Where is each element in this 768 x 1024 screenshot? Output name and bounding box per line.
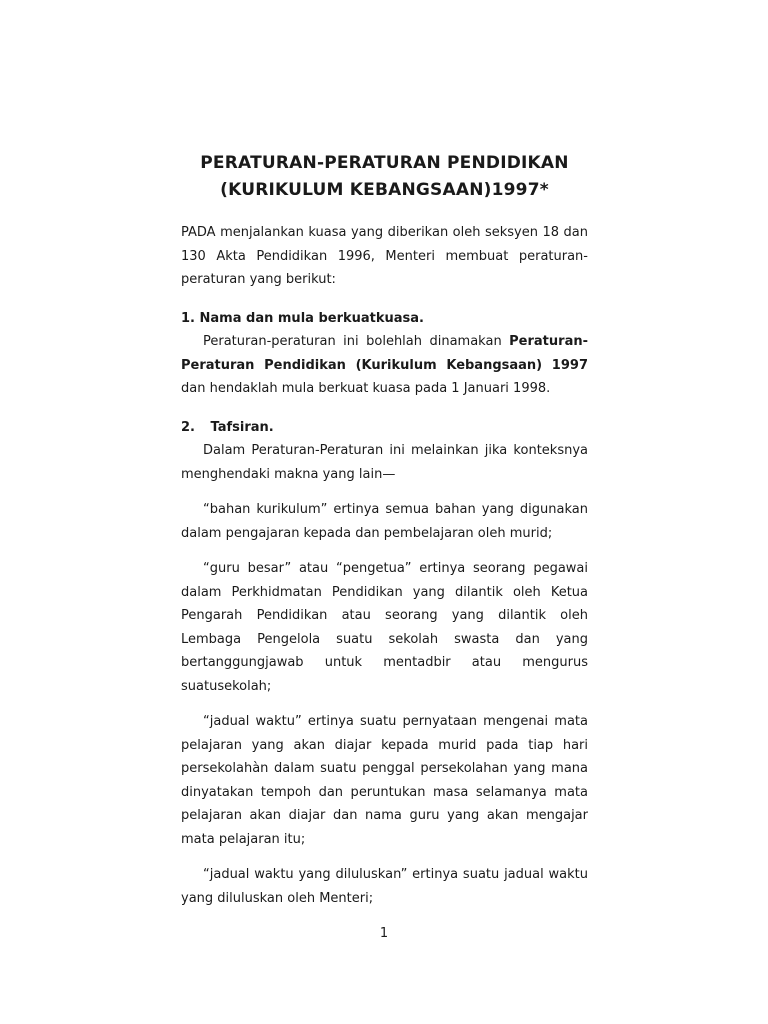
definition-paragraph: “guru besar” atau “pengetua” ertinya seorang pegawai dalam Perkhidmatan Pendidikan yang dilantik oleh Ketua Pengarah Pendidikan atau seorang yang dilantik oleh Lembaga Pengelola suatu sekolah swasta dan yang bertanggungjawab untuk mentadbir atau mengurus suatusekolah;: [181, 561, 588, 694]
definition-paragraph: “jadual waktu yang diluluskan” ertinya suatu jadual waktu yang diluluskan oleh Menteri;: [181, 867, 588, 906]
section-1-title: Nama dan mula berkuatkuasa.: [199, 310, 424, 326]
intro-paragraph: PADA menjalankan kuasa yang diberikan oleh seksyen 18 dan 130 Akta Pendidikan 1996, Menteri membuat peraturan-peraturan yang berikut:: [181, 225, 588, 287]
section-1-text-after: dan hendaklah mula berkuat kuasa pada 1 Januari 1998.: [181, 381, 551, 396]
document-page: [181, 150, 588, 910]
definition-paragraph: “jadual waktu” ertinya suatu pernyataan mengenai mata pelajaran yang akan diajar kepada murid pada tiap hari persekolahàn dalam suatu penggal persekolahan yang mana dinyatakan tempoh dan peruntukan masa selamanya mata pelajaran akan diajar dan nama guru yang akan mengajar mata pelajaran itu;: [181, 714, 588, 847]
title-line-2: (KURIKULUM KEBANGSAAN)1997*: [220, 180, 549, 200]
document-title: [181, 150, 588, 204]
section-1-number: 1.: [181, 310, 195, 326]
regulation-name: Peraturan-Peraturan Pendidikan (Kurikulum Kebangsaan) 1997: [181, 334, 588, 373]
section-1-paragraph: [181, 330, 588, 401]
section-2-lead: Dalam Peraturan-Peraturan ini melainkan jika konteksnya menghendaki makna yang lain—: [181, 443, 588, 482]
section-1-text-before: Peraturan-peraturan ini bolehlah dinamakan: [203, 334, 510, 349]
section-2-heading: [181, 416, 588, 440]
section-2-number: 2.: [181, 419, 195, 435]
section-1-heading: [181, 307, 588, 331]
page-number: 1: [379, 926, 389, 941]
definition-paragraph: “bahan kurikulum” ertinya semua bahan yang digunakan dalam pengajaran kepada dan pembelajaran oleh murid;: [181, 502, 588, 541]
title-line-1: PERATURAN-PERATURAN PENDIDIKAN: [200, 153, 569, 173]
section-2-title: Tafsiran.: [210, 419, 274, 435]
